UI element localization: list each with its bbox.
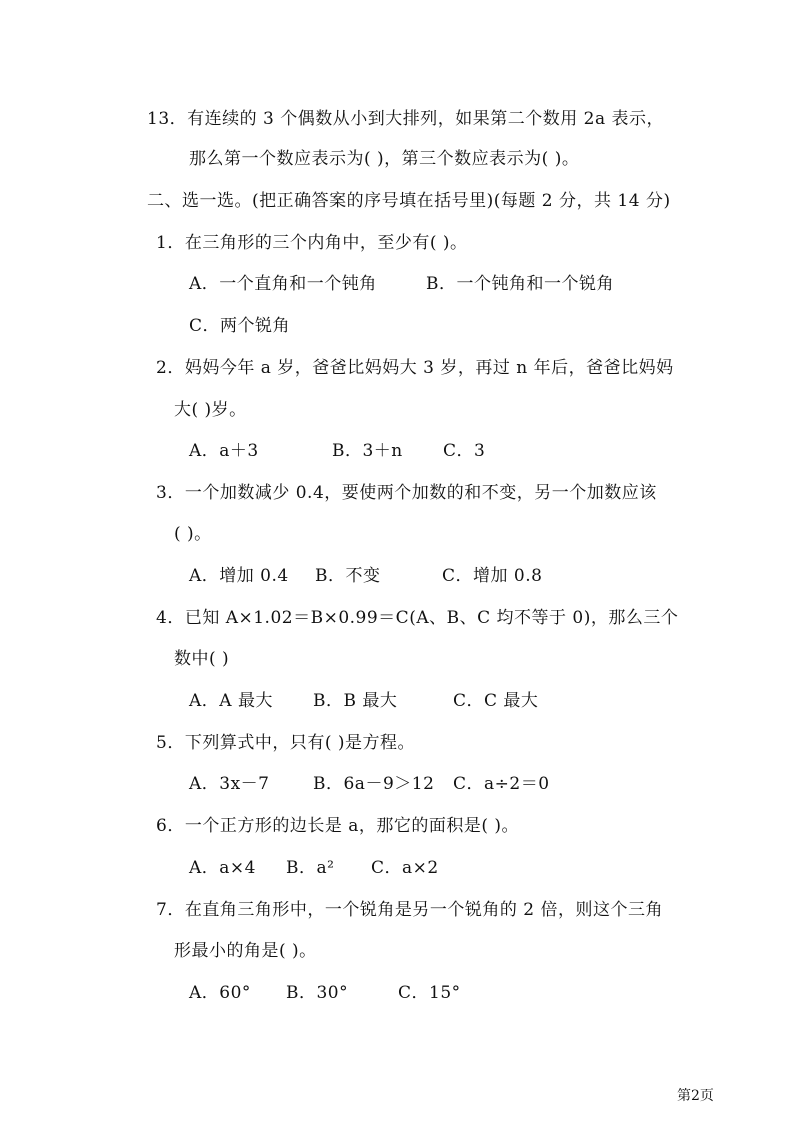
q2-options xyxy=(189,439,485,463)
q2-option-c: C．3 xyxy=(443,441,486,461)
q7-option-c: C．15° xyxy=(398,983,461,1003)
q6-options xyxy=(189,856,439,880)
q6-option-b: B．a² xyxy=(286,858,335,878)
q2-stem-line1: 2．妈妈今年 a 岁，爸爸比妈妈大 3 岁，再过 n 年后，爸爸比妈妈 xyxy=(156,358,674,378)
q2-stem-line2: 大( )岁。 xyxy=(174,400,247,420)
q1-option-b: B．一个钝角和一个锐角 xyxy=(426,274,614,294)
page-number: 第2页 xyxy=(677,1088,714,1104)
q3-stem-line2: ( )。 xyxy=(174,524,212,544)
q3-options xyxy=(189,564,542,588)
q3-option-a: A．增加 0.4 xyxy=(189,566,289,586)
q2-option-a: A．a＋3 xyxy=(189,441,259,461)
q4-option-a: A．A 最大 xyxy=(189,691,273,711)
q7-option-a: A．60° xyxy=(189,983,251,1003)
q2-option-b: B．3＋n xyxy=(332,441,403,461)
q4-stem-line1: 4．已知 A×1.02＝B×0.99＝C(A、B、C 均不等于 0)，那么三个 xyxy=(156,608,679,628)
q5-options xyxy=(189,772,550,796)
section-heading: 二、选一选。(把正确答案的序号填在括号里)(每题 2 分，共 14 分) xyxy=(147,191,671,211)
q4-options xyxy=(189,689,538,713)
q6-stem: 6．一个正方形的边长是 a，那它的面积是( )。 xyxy=(156,816,520,836)
q3-option-b: B．不变 xyxy=(315,566,381,586)
q4-stem-line2: 数中( ) xyxy=(174,649,230,669)
q4-option-b: B．B 最大 xyxy=(313,691,398,711)
q1-options-row1 xyxy=(189,272,614,296)
q1-option-c: C．两个锐角 xyxy=(189,316,291,336)
q13-line2: 那么第一个数应表示为( )，第三个数应表示为( )。 xyxy=(189,149,580,169)
q5-stem: 5．下列算式中，只有( )是方程。 xyxy=(156,733,415,753)
q5-option-b: B．6a－9＞12 xyxy=(313,774,435,794)
q13-line1: 13．有连续的 3 个偶数从小到大排列，如果第二个数用 2a 表示， xyxy=(147,109,665,129)
q6-option-c: C．a×2 xyxy=(371,858,439,878)
q7-option-b: B．30° xyxy=(286,983,349,1003)
q4-option-c: C．C 最大 xyxy=(453,691,539,711)
q1-option-a: A．一个直角和一个钝角 xyxy=(189,274,377,294)
q1-options-row2 xyxy=(189,314,290,338)
q5-option-c: C．a÷2＝0 xyxy=(453,774,550,794)
q5-option-a: A．3x－7 xyxy=(189,774,270,794)
q3-option-c: C．增加 0.8 xyxy=(442,566,543,586)
q7-stem-line2: 形最小的角是( )。 xyxy=(174,941,317,961)
q1-stem: 1．在三角形的三个内角中，至少有( )。 xyxy=(156,233,468,253)
q7-options xyxy=(189,981,461,1005)
q3-stem-line1: 3．一个加数减少 0.4，要使两个加数的和不变，另一个加数应该 xyxy=(156,483,657,503)
q7-stem-line1: 7．在直角三角形中，一个锐角是另一个锐角的 2 倍，则这个三角 xyxy=(156,900,663,920)
q6-option-a: A．a×4 xyxy=(189,858,256,878)
